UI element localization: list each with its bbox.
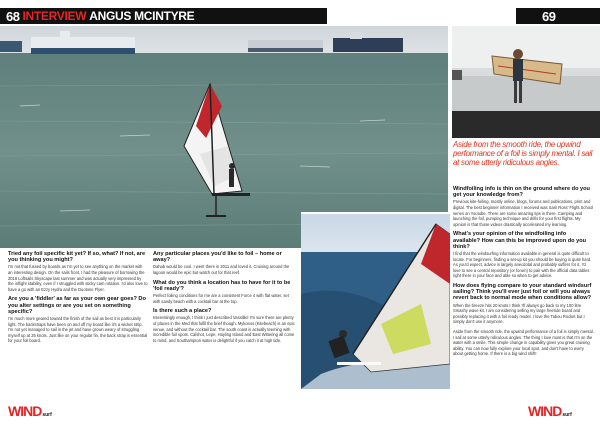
question-heading: Tried any foil specific kit yet? If so, what? If not, are you thinking you might? [8, 251, 146, 264]
right-header-bar [516, 8, 600, 24]
answer-paragraph: Interestingly enough, I think I just described Vassiliki! I'm sure there are plenty of places in the Med that fulfil the brief though. Mykonos (Kitebeach) is an epic venue, and without the cocktail bar. The south coast is actually teeming with incredible foil spots. Calshot, Lepe, Hayling Island and East Wittering all come to mind, and Southampton water is delightful if you catch it at high tide. [153, 315, 295, 343]
question-heading: Windfoiling info is thin on the ground where do you get your knowledge from? [453, 186, 590, 199]
answer-paragraph: When the breeze hits 20 knots I think I'll always go back to my 100 litre Smashy wave kit. I am considering selling my large freeride board and possibly replacing it with a foil ready model. I love the Tabou Rocket but I simply don't use it anymore. [453, 302, 585, 325]
answer-paragraph: Dahab would be cool. I went there in 2011 and loved it. Cruising around the lagoon would be epic but watch out for that reef. [153, 264, 290, 275]
question-heading: What's your opinion of the windfoiling info available? How can this be improved upon do you think? [453, 231, 587, 250]
interview-subject: ANGUS MCINTYRE [89, 9, 195, 23]
windsurf-logo-left [8, 400, 52, 418]
inset-photo-wave-sailing [301, 212, 452, 389]
answer-paragraph: I find that the windsurfing information available in general is quite difficult to locate. For beginners, finding a set-up kit you should be buying is quite hard. As you'd expect, advice is largely anecdotal and probably suffers for it. I'd love to see a central repository (or forum) to pair with the official data tables right there in your face and able so when to get advice. [453, 250, 592, 279]
right-page-number: 69 [542, 8, 556, 24]
text-column-2 [153, 251, 295, 347]
question-heading: Any particular places you'd like to foil – home or away? [153, 251, 282, 264]
question-heading: How does flying compare to your standard windsurf sailing? Think you'll ever just foil or will you always revert back to normal mode when conditions allow? [453, 282, 592, 302]
answer-paragraph: I'm not that fussed by boards as I'm yet to see anything on the market with an interesting design. On the sails front, I had the pleasure of borrowing the 2018 Loftsails Skyscape last summer and was actually very impressed by the inflight stability, even if I struggled with sticky cam rotation. I'd also love to have a go with an Ezzy Hydra and the Duotone Flyer. [8, 264, 148, 292]
left-page-number: 68 [6, 8, 20, 24]
logo-suffix: surf [42, 412, 52, 418]
question-heading: What do you think a location has to have for it to be 'foil ready'? [153, 279, 291, 292]
pull-quote: Aside from the smooth ride, the upwind performance of a foil is simply mental. I sail at some utterly ridiculous angles. [453, 140, 593, 168]
left-header-bar [0, 8, 327, 24]
answer-paragraph: Perfect foiling conditions for me are a consistent Force 4 with flat water, set with sandy beach with a cocktail bar at the top. [153, 293, 289, 304]
question-heading: Are you a 'fiddler' as far as your own gear goes? Do you alter settings or are you set on something specific? [8, 296, 146, 315]
text-column-3 [453, 186, 594, 361]
section-title: INTERVIEW [22, 9, 87, 23]
top-right-photo-image [452, 26, 600, 138]
answer-paragraph: Previous kite-foiling, mostly online, blogs, forums and publications, print and digital. The best beginner information I received was Sam Ross' Flight School series on Youtube. There are some amazing tips in there. Camping and launching the foil, pumping technique and drills for your first flights. My opinion is that those videos drastically accelerated my learning. [453, 199, 594, 227]
logo-word: WIND [8, 403, 42, 419]
logo-word: WIND [528, 403, 562, 419]
photo-rider-with-board [452, 26, 600, 138]
logo-suffix: surf [562, 412, 572, 418]
text-column-1 [8, 251, 148, 348]
windsurf-logo-right [528, 400, 572, 418]
answer-paragraph: Aside from the smooth ride, the upwind performance of a foil is simply mental. I sail at some utterly ridiculous angles. The thing I love most is that I'm on the water with a smile. This simple change in capability gives you great cruising ability. You can now fully explore your local spot, and don't have to worry about getting home. If there is a big wind shift! [453, 328, 594, 357]
question-heading: Is there such a place? [153, 308, 212, 315]
inset-photo-image [301, 214, 450, 389]
answer-paragraph: I'm much more geared toward the finish of the sail as best it is particularly light. The backstraps have been on and off my board like it's a wicket strip. I'm not yet managed to sail in the jet and have grown weary of struggling myself up at 25 knots. Just like on your regular fin, the back strap is essential for your foil board. [8, 315, 148, 344]
